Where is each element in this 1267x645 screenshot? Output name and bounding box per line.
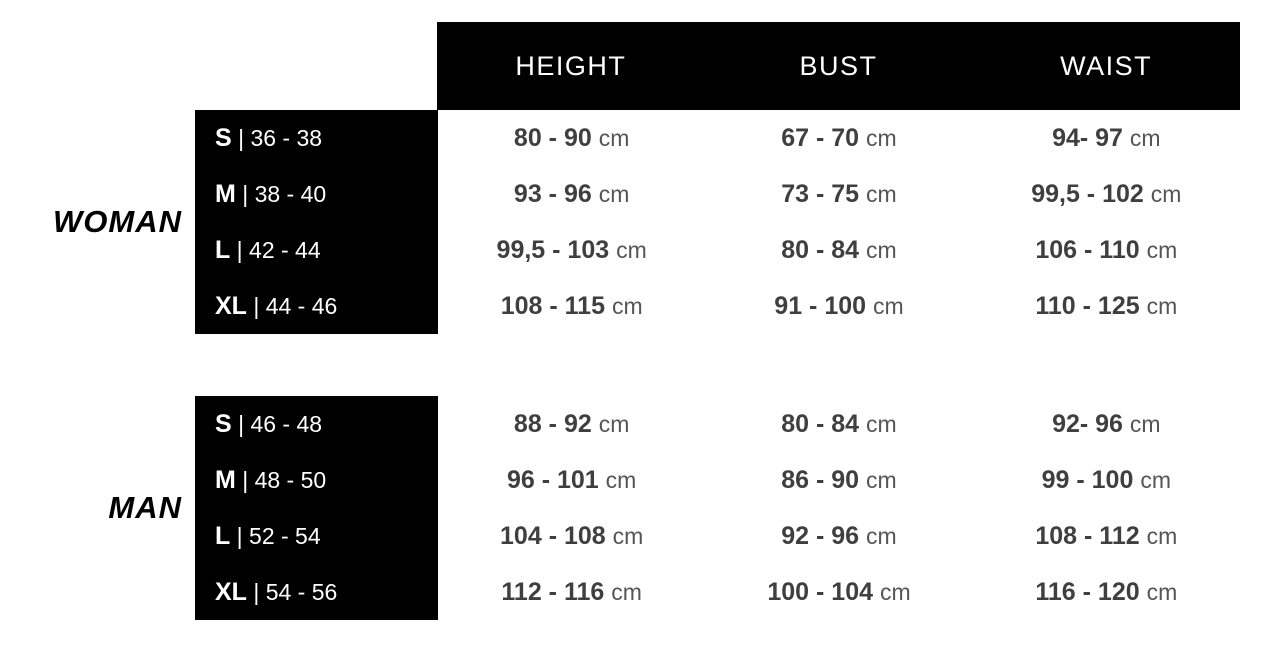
group-man xyxy=(0,396,1267,620)
value-waist: 116 - 120 xyxy=(1035,577,1140,606)
cell-bust xyxy=(705,522,972,551)
group-label-woman: WOMAN xyxy=(53,204,182,239)
unit-label: cm xyxy=(873,292,904,319)
cell-height xyxy=(438,466,705,495)
cell-waist xyxy=(973,292,1240,321)
value-waist: 99,5 - 102 xyxy=(1031,179,1144,208)
unit-label: cm xyxy=(879,578,911,605)
size-label: XL xyxy=(215,577,247,606)
size-eu: | 36 - 38 xyxy=(238,124,323,151)
unit-label: cm xyxy=(612,522,644,549)
cell-size xyxy=(195,180,438,209)
table-row xyxy=(195,508,1240,564)
value-height: 99,5 - 103 xyxy=(496,235,610,264)
value-bust: 80 - 84 xyxy=(781,235,860,264)
cell-waist xyxy=(973,124,1240,153)
cell-bust xyxy=(705,124,972,153)
value-bust: 91 - 100 xyxy=(774,291,867,320)
cell-height xyxy=(438,292,705,321)
unit-label: cm xyxy=(598,410,630,437)
table-row xyxy=(195,222,1240,278)
column-header-waist: WAIST xyxy=(1060,50,1153,81)
value-bust: 73 - 75 xyxy=(781,179,860,208)
unit-label: cm xyxy=(866,124,897,151)
cell-waist xyxy=(973,522,1240,551)
cell-waist xyxy=(973,236,1240,265)
rows-woman xyxy=(195,110,1240,334)
cell-waist xyxy=(973,180,1240,209)
table-row xyxy=(195,166,1240,222)
value-waist: 106 - 110 xyxy=(1035,235,1140,264)
value-bust: 67 - 70 xyxy=(781,123,860,152)
cell-size xyxy=(195,236,438,265)
column-header-bust: BUST xyxy=(799,50,878,81)
unit-label: cm xyxy=(1150,180,1182,207)
cell-bust xyxy=(705,236,972,265)
size-label: L xyxy=(215,521,231,550)
value-bust: 80 - 84 xyxy=(781,409,860,438)
table-row xyxy=(195,278,1240,334)
unit-label: cm xyxy=(1129,410,1161,437)
unit-label: cm xyxy=(866,466,897,493)
value-waist: 92- 96 xyxy=(1052,409,1123,438)
size-label: M xyxy=(215,465,236,494)
cell-bust xyxy=(705,578,972,607)
cell-height xyxy=(438,124,705,153)
unit-label: cm xyxy=(611,578,642,605)
group-label-man: MAN xyxy=(108,490,182,525)
unit-label: cm xyxy=(605,466,637,493)
table-row xyxy=(195,110,1240,166)
value-bust: 100 - 104 xyxy=(767,577,873,606)
cell-size xyxy=(195,410,438,439)
value-waist: 108 - 112 xyxy=(1035,521,1140,550)
size-label: L xyxy=(215,235,231,264)
value-bust: 86 - 90 xyxy=(781,465,860,494)
cell-height xyxy=(438,180,705,209)
size-label: S xyxy=(215,123,232,152)
unit-label: cm xyxy=(1146,522,1178,549)
table-row xyxy=(195,396,1240,452)
cell-size xyxy=(195,578,438,607)
value-waist: 99 - 100 xyxy=(1041,465,1134,494)
value-waist: 110 - 125 xyxy=(1035,291,1140,320)
unit-label: cm xyxy=(611,292,643,319)
cell-bust xyxy=(705,292,972,321)
size-eu: | 44 - 46 xyxy=(253,292,338,319)
size-eu: | 52 - 54 xyxy=(236,522,321,549)
cell-size xyxy=(195,466,438,495)
unit-label: cm xyxy=(1146,292,1178,319)
cell-bust xyxy=(705,410,972,439)
value-height: 93 - 96 xyxy=(513,179,592,208)
cell-height xyxy=(438,236,705,265)
unit-label: cm xyxy=(866,236,897,263)
table-row xyxy=(195,564,1240,620)
cell-size xyxy=(195,124,438,153)
cell-waist xyxy=(973,466,1240,495)
value-height: 112 - 116 xyxy=(501,577,605,606)
unit-label: cm xyxy=(866,522,897,549)
unit-label: cm xyxy=(1146,578,1178,605)
size-label: S xyxy=(215,409,232,438)
cell-size xyxy=(195,292,438,321)
value-waist: 94- 97 xyxy=(1052,123,1123,152)
value-height: 80 - 90 xyxy=(513,123,592,152)
value-bust: 92 - 96 xyxy=(781,521,860,550)
cell-height xyxy=(438,410,705,439)
value-height: 88 - 92 xyxy=(513,409,592,438)
size-eu: | 54 - 56 xyxy=(253,578,338,605)
column-header-height: HEIGHT xyxy=(515,50,627,81)
size-eu: | 48 - 50 xyxy=(242,466,327,493)
unit-label: cm xyxy=(598,180,630,207)
unit-label: cm xyxy=(1129,124,1161,151)
rows-man xyxy=(195,396,1240,620)
size-label: M xyxy=(215,179,236,208)
value-height: 96 - 101 xyxy=(506,465,599,494)
cell-height xyxy=(438,522,705,551)
group-woman xyxy=(0,110,1267,334)
cell-bust xyxy=(705,466,972,495)
unit-label: cm xyxy=(616,236,647,263)
cell-height xyxy=(438,578,705,607)
unit-label: cm xyxy=(866,180,897,207)
size-eu: | 38 - 40 xyxy=(242,180,327,207)
unit-label: cm xyxy=(1146,236,1178,263)
size-eu: | 46 - 48 xyxy=(238,410,323,437)
cell-waist xyxy=(973,578,1240,607)
value-height: 108 - 115 xyxy=(500,291,605,320)
value-height: 104 - 108 xyxy=(500,521,606,550)
cell-size xyxy=(195,522,438,551)
table-row xyxy=(195,452,1240,508)
unit-label: cm xyxy=(866,410,897,437)
cell-bust xyxy=(705,180,972,209)
size-eu: | 42 - 44 xyxy=(236,236,321,263)
cell-waist xyxy=(973,410,1240,439)
table-header xyxy=(437,22,1240,110)
unit-label: cm xyxy=(1140,466,1171,493)
size-label: XL xyxy=(215,291,247,320)
unit-label: cm xyxy=(598,124,630,151)
